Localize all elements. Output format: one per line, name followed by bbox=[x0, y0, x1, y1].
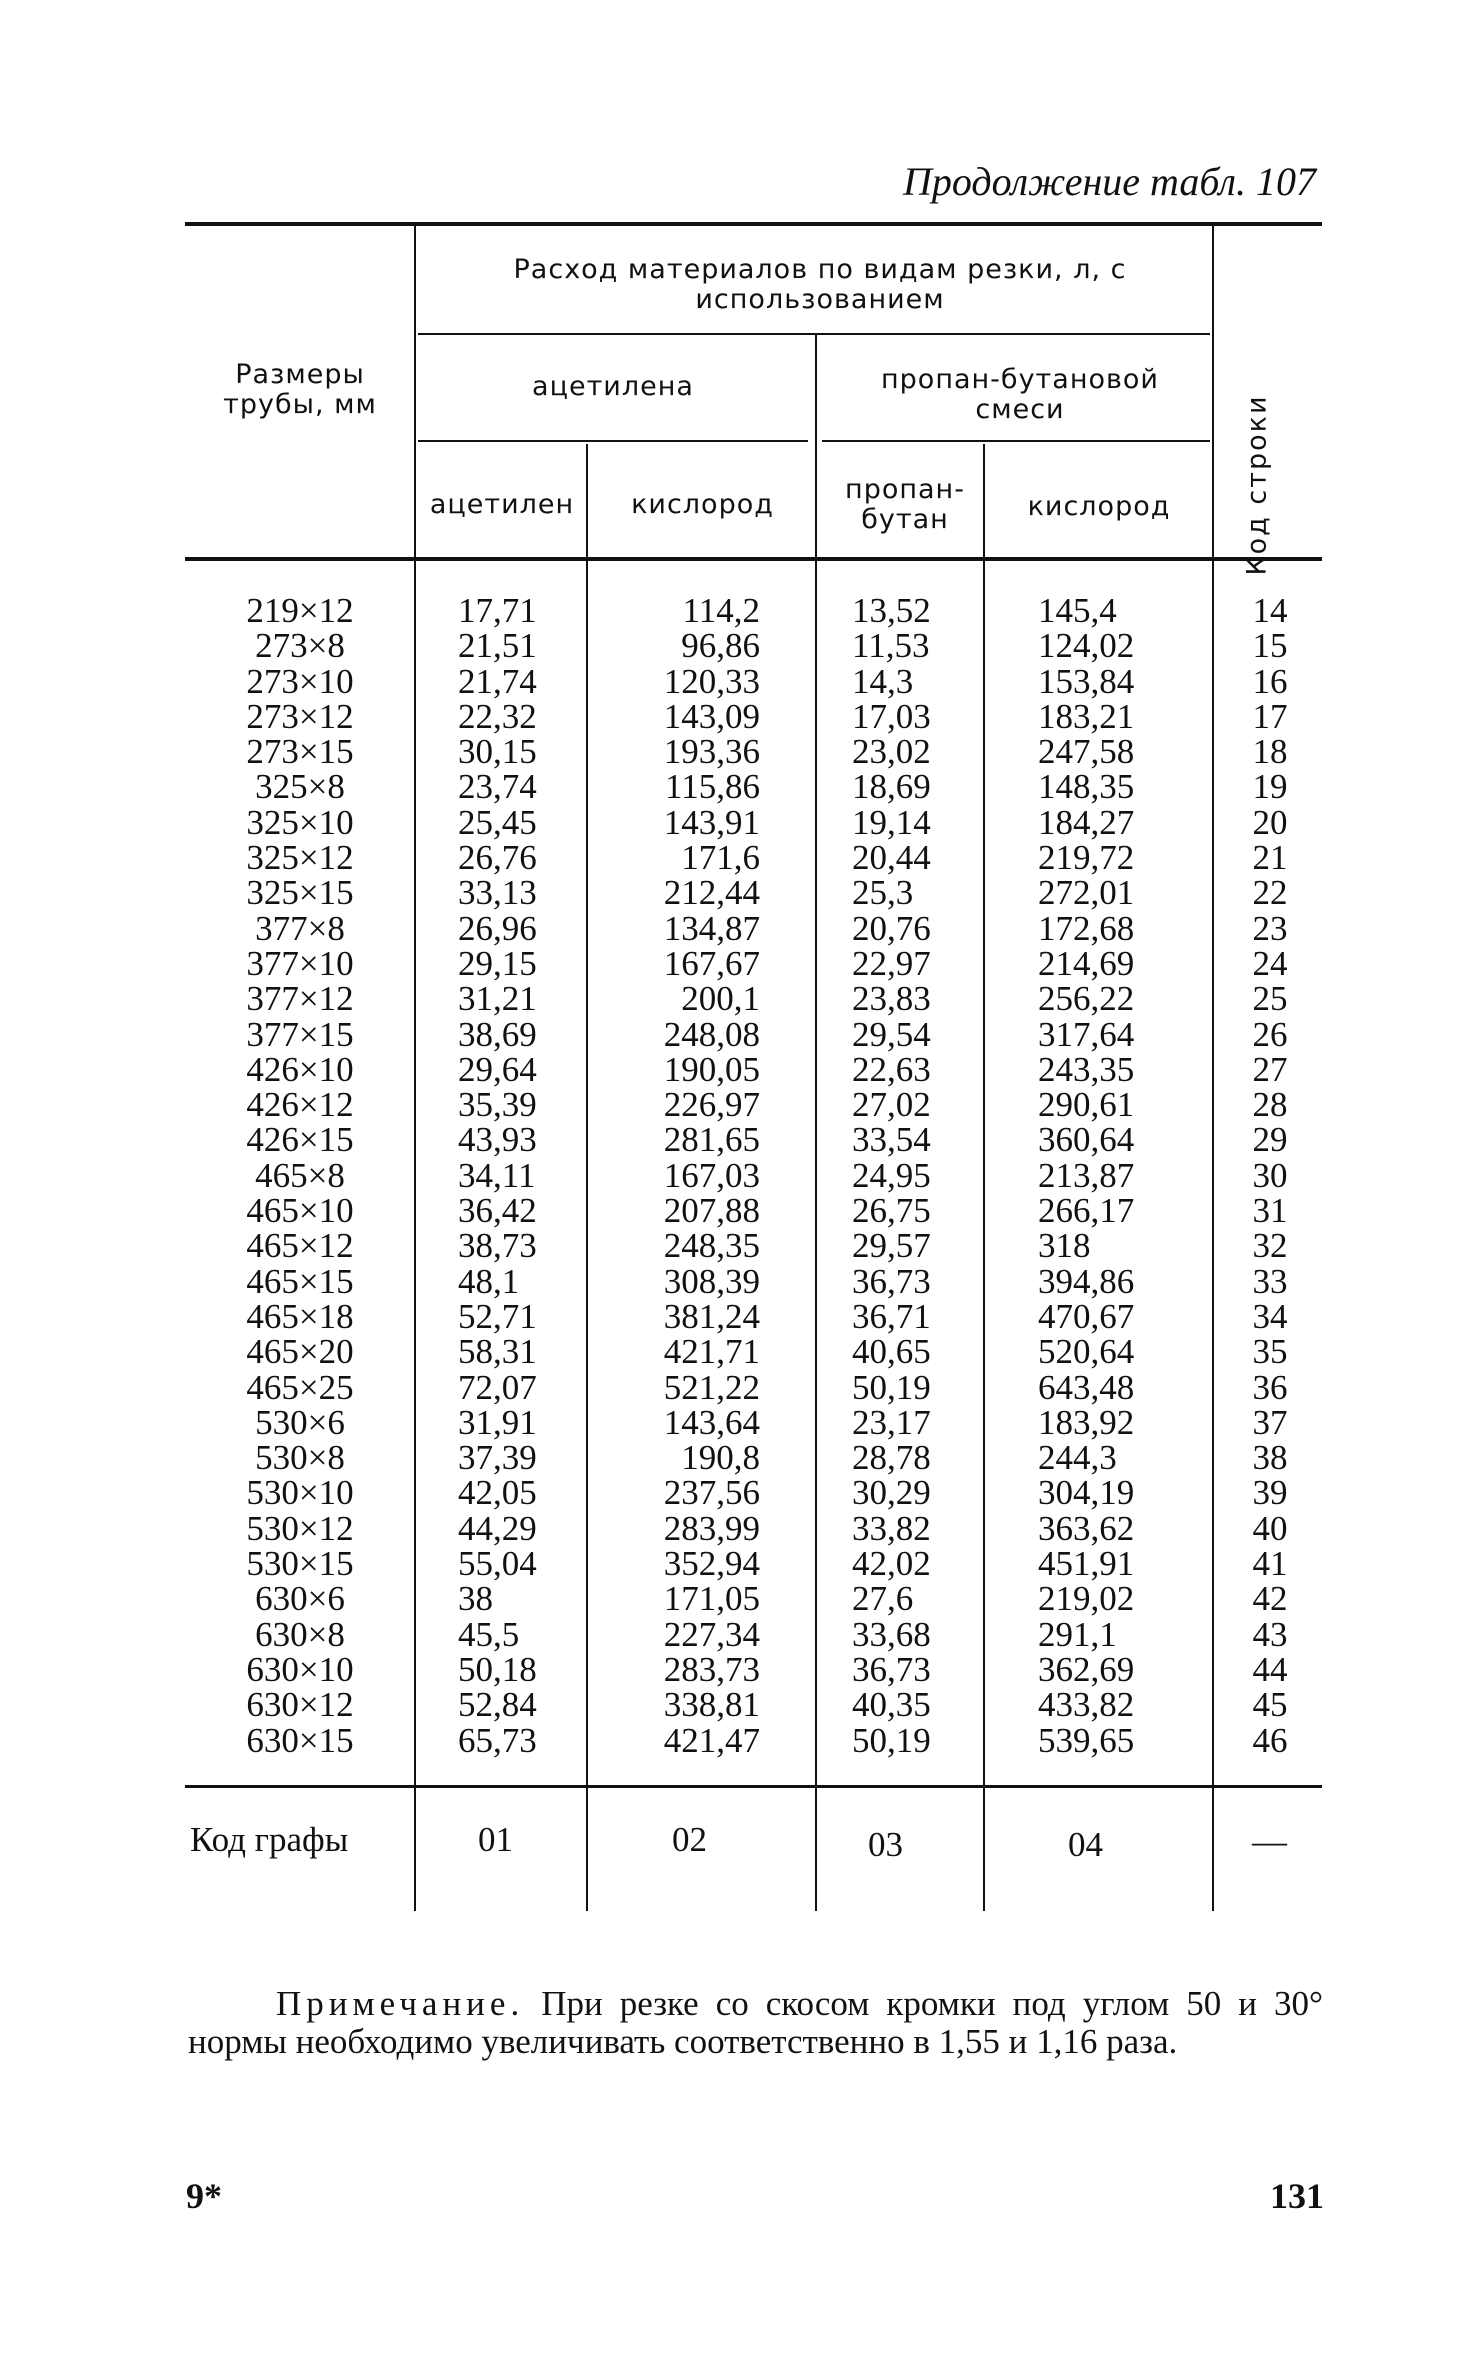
cell-propane-butane: 50,19 bbox=[852, 1367, 931, 1407]
cell-propane-butane: 27,6 bbox=[852, 1579, 914, 1619]
col-divider bbox=[414, 226, 416, 1911]
header-size: Размеры трубы, мм bbox=[223, 359, 377, 420]
cell-size: 426×10 bbox=[246, 1049, 354, 1089]
cell-row-code: 37 bbox=[1252, 1402, 1288, 1442]
cell-acetylene: 38,73 bbox=[458, 1226, 537, 1266]
cell-oxygen-2: 290,61 bbox=[1038, 1085, 1135, 1125]
cell-propane-butane: 36,73 bbox=[852, 1261, 931, 1301]
cell-row-code: 39 bbox=[1252, 1473, 1288, 1513]
cell-propane-butane: 18,69 bbox=[852, 767, 931, 807]
cell-acetylene: 55,04 bbox=[458, 1544, 537, 1584]
cell-oxygen-1: 521,22 bbox=[663, 1367, 760, 1407]
cell-size: 630×8 bbox=[255, 1614, 345, 1654]
cell-oxygen-1: 134,87 bbox=[663, 908, 760, 948]
cell-row-code: 14 bbox=[1252, 591, 1288, 630]
cell-size: 465×18 bbox=[246, 1296, 354, 1336]
column-propane-butane bbox=[852, 593, 1002, 1758]
cell-oxygen-1: 143,91 bbox=[663, 802, 760, 842]
header-row-code: Код строки bbox=[1241, 394, 1273, 576]
column-oxygen-2 bbox=[1038, 593, 1198, 1758]
cell-size: 273×8 bbox=[255, 626, 345, 666]
cell-acetylene: 44,29 bbox=[458, 1508, 537, 1548]
cell-propane-butane: 20,44 bbox=[852, 838, 931, 878]
cell-acetylene: 35,39 bbox=[458, 1085, 537, 1125]
cell-acetylene: 31,91 bbox=[458, 1402, 537, 1442]
column-acetylene bbox=[458, 593, 598, 1758]
cell-size: 377×10 bbox=[246, 943, 354, 983]
cell-oxygen-2: 183,92 bbox=[1038, 1402, 1135, 1442]
cell-oxygen-2: 219,02 bbox=[1038, 1579, 1135, 1619]
cell-size: 273×15 bbox=[246, 732, 354, 772]
cell-row-code: 42 bbox=[1252, 1579, 1288, 1619]
cell-acetylene: 17,71 bbox=[458, 591, 537, 630]
cell-acetylene: 23,74 bbox=[458, 767, 537, 807]
cell-row-code: 28 bbox=[1252, 1085, 1288, 1125]
sub-rule-propane bbox=[822, 440, 1210, 442]
page-number: 131 bbox=[1270, 2176, 1324, 2216]
cell-oxygen-1: 338,81 bbox=[663, 1685, 760, 1725]
cell-row-code: 44 bbox=[1252, 1649, 1288, 1689]
cell-oxygen-1: 381,24 bbox=[663, 1296, 760, 1336]
cell-propane-butane: 29,54 bbox=[852, 1014, 931, 1054]
cell-acetylene: 52,84 bbox=[458, 1685, 537, 1725]
cell-row-code: 40 bbox=[1252, 1508, 1288, 1548]
cell-row-code: 32 bbox=[1252, 1226, 1288, 1266]
cell-oxygen-2: 539,65 bbox=[1038, 1720, 1135, 1760]
cell-oxygen-2: 451,91 bbox=[1038, 1544, 1135, 1584]
cell-propane-butane: 33,68 bbox=[852, 1614, 931, 1654]
cell-acetylene: 38 bbox=[458, 1579, 493, 1619]
cell-acetylene: 30,15 bbox=[458, 732, 537, 772]
cell-size: 377×12 bbox=[246, 979, 354, 1019]
cell-row-code: 36 bbox=[1252, 1367, 1288, 1407]
header-oxygen-2: кислород bbox=[1027, 491, 1171, 522]
cell-oxygen-2: 394,86 bbox=[1038, 1261, 1135, 1301]
header-acetylene-group: ацетилена bbox=[532, 371, 694, 402]
cell-size: 465×25 bbox=[246, 1367, 354, 1407]
cell-propane-butane: 33,54 bbox=[852, 1120, 931, 1160]
cell-oxygen-1: 227,34 bbox=[663, 1614, 760, 1654]
cell-propane-butane: 40,65 bbox=[852, 1332, 931, 1372]
cell-oxygen-1: 421,71 bbox=[663, 1332, 760, 1372]
cell-oxygen-1: 96,86 bbox=[681, 626, 760, 666]
cell-propane-butane: 23,83 bbox=[852, 979, 931, 1019]
cell-row-code: 29 bbox=[1252, 1120, 1288, 1160]
cell-row-code: 31 bbox=[1252, 1191, 1288, 1231]
cell-acetylene: 48,1 bbox=[458, 1261, 520, 1301]
cell-oxygen-2: 266,17 bbox=[1038, 1191, 1135, 1231]
cell-size: 273×12 bbox=[246, 696, 354, 736]
cell-acetylene: 52,71 bbox=[458, 1296, 537, 1336]
cell-size: 630×6 bbox=[255, 1579, 345, 1619]
cell-oxygen-1: 248,08 bbox=[663, 1014, 760, 1054]
cell-row-code: 25 bbox=[1252, 979, 1288, 1019]
cell-oxygen-1: 190,05 bbox=[663, 1049, 760, 1089]
cell-propane-butane: 22,63 bbox=[852, 1049, 931, 1089]
cell-oxygen-1: 114,2 bbox=[682, 591, 760, 630]
cell-oxygen-2: 272,01 bbox=[1038, 873, 1135, 913]
cell-row-code: 16 bbox=[1252, 661, 1288, 701]
cell-oxygen-2: 363,62 bbox=[1038, 1508, 1135, 1548]
cell-row-code: 22 bbox=[1252, 873, 1288, 913]
cell-propane-butane: 25,3 bbox=[852, 873, 914, 913]
cell-propane-butane: 50,19 bbox=[852, 1720, 931, 1760]
cell-acetylene: 36,42 bbox=[458, 1191, 537, 1231]
cell-oxygen-1: 308,39 bbox=[663, 1261, 760, 1301]
footer-code-01: 01 bbox=[478, 1820, 513, 1859]
cell-acetylene: 21,74 bbox=[458, 661, 537, 701]
cell-row-code: 17 bbox=[1252, 696, 1288, 736]
column-sizes bbox=[200, 593, 400, 1758]
cell-row-code: 24 bbox=[1252, 943, 1288, 983]
cell-oxygen-2: 362,69 bbox=[1038, 1649, 1135, 1689]
cell-oxygen-2: 148,35 bbox=[1038, 767, 1135, 807]
cell-row-code: 46 bbox=[1252, 1720, 1288, 1760]
cell-oxygen-2: 256,22 bbox=[1038, 979, 1135, 1019]
cell-size: 530×10 bbox=[246, 1473, 354, 1513]
cell-size: 273×10 bbox=[246, 661, 354, 701]
footer-rule bbox=[185, 1785, 1322, 1788]
cell-row-code: 20 bbox=[1252, 802, 1288, 842]
cell-oxygen-2: 643,48 bbox=[1038, 1367, 1135, 1407]
cell-row-code: 34 bbox=[1252, 1296, 1288, 1336]
note-text: При резке со скосом кромки под углом 50 и 30° нормы необходимо увеличивать соответственно в 1,55 и 1,16 раза. bbox=[188, 1984, 1323, 2061]
cell-size: 465×20 bbox=[246, 1332, 354, 1372]
cell-propane-butane: 26,75 bbox=[852, 1191, 931, 1231]
cell-size: 465×12 bbox=[246, 1226, 354, 1266]
cell-oxygen-1: 283,73 bbox=[663, 1649, 760, 1689]
column-oxygen-1 bbox=[595, 593, 760, 1758]
footer-label: Код графы bbox=[190, 1820, 349, 1859]
cell-acetylene: 25,45 bbox=[458, 802, 537, 842]
cell-oxygen-2: 317,64 bbox=[1038, 1014, 1135, 1054]
cell-oxygen-1: 115,86 bbox=[665, 767, 760, 807]
cell-acetylene: 29,15 bbox=[458, 943, 537, 983]
cell-row-code: 41 bbox=[1252, 1544, 1288, 1584]
cell-oxygen-2: 124,02 bbox=[1038, 626, 1135, 666]
cell-oxygen-1: 143,64 bbox=[663, 1402, 760, 1442]
footer-code-dash: — bbox=[1252, 1822, 1287, 1861]
cell-row-code: 27 bbox=[1252, 1049, 1288, 1089]
table-caption: Продолжение табл. 107 bbox=[902, 159, 1316, 204]
cell-propane-butane: 30,29 bbox=[852, 1473, 931, 1513]
cell-oxygen-1: 248,35 bbox=[663, 1226, 760, 1266]
cell-row-code: 15 bbox=[1252, 626, 1288, 666]
cell-oxygen-2: 318 bbox=[1038, 1226, 1091, 1266]
cell-acetylene: 26,76 bbox=[458, 838, 537, 878]
cell-oxygen-1: 237,56 bbox=[663, 1473, 760, 1513]
cell-propane-butane: 23,02 bbox=[852, 732, 931, 772]
cell-propane-butane: 14,3 bbox=[852, 661, 914, 701]
cell-acetylene: 26,96 bbox=[458, 908, 537, 948]
cell-acetylene: 37,39 bbox=[458, 1438, 537, 1478]
cell-oxygen-2: 214,69 bbox=[1038, 943, 1135, 983]
cell-acetylene: 38,69 bbox=[458, 1014, 537, 1054]
cell-size: 426×15 bbox=[246, 1120, 354, 1160]
cell-row-code: 18 bbox=[1252, 732, 1288, 772]
cell-oxygen-1: 226,97 bbox=[663, 1085, 760, 1125]
cell-acetylene: 45,5 bbox=[458, 1614, 520, 1654]
cell-acetylene: 22,32 bbox=[458, 696, 537, 736]
cell-size: 465×15 bbox=[246, 1261, 354, 1301]
cell-propane-butane: 19,14 bbox=[852, 802, 931, 842]
cell-propane-butane: 11,53 bbox=[852, 626, 930, 666]
cell-oxygen-1: 171,6 bbox=[681, 838, 760, 878]
cell-oxygen-2: 520,64 bbox=[1038, 1332, 1135, 1372]
cell-oxygen-2: 243,35 bbox=[1038, 1049, 1135, 1089]
header-rule bbox=[185, 557, 1322, 561]
cell-acetylene: 72,07 bbox=[458, 1367, 537, 1407]
cell-acetylene: 65,73 bbox=[458, 1720, 537, 1760]
header-propane-group: пропан-бутановой смеси bbox=[881, 364, 1159, 425]
cell-oxygen-2: 360,64 bbox=[1038, 1120, 1135, 1160]
cell-oxygen-2: 244,3 bbox=[1038, 1438, 1117, 1478]
cell-size: 630×12 bbox=[246, 1685, 354, 1725]
cell-oxygen-2: 247,58 bbox=[1038, 732, 1135, 772]
cell-propane-butane: 40,35 bbox=[852, 1685, 931, 1725]
cell-oxygen-1: 167,67 bbox=[663, 943, 760, 983]
cell-oxygen-1: 193,36 bbox=[663, 732, 760, 772]
cell-acetylene: 42,05 bbox=[458, 1473, 537, 1513]
cell-oxygen-2: 291,1 bbox=[1038, 1614, 1117, 1654]
cell-propane-butane: 33,82 bbox=[852, 1508, 931, 1548]
cell-acetylene: 50,18 bbox=[458, 1649, 537, 1689]
cell-size: 377×8 bbox=[255, 908, 345, 948]
cell-row-code: 23 bbox=[1252, 908, 1288, 948]
header-propane-butane: пропан-бутан bbox=[845, 474, 965, 535]
table-note bbox=[188, 1985, 1323, 2061]
cell-size: 377×15 bbox=[246, 1014, 354, 1054]
cell-propane-butane: 20,76 bbox=[852, 908, 931, 948]
cell-oxygen-1: 281,65 bbox=[663, 1120, 760, 1160]
cell-size: 530×8 bbox=[255, 1438, 345, 1478]
cell-oxygen-2: 172,68 bbox=[1038, 908, 1135, 948]
cell-acetylene: 33,13 bbox=[458, 873, 537, 913]
cell-acetylene: 58,31 bbox=[458, 1332, 537, 1372]
cell-propane-butane: 13,52 bbox=[852, 591, 931, 630]
footer-code-02: 02 bbox=[672, 1820, 707, 1859]
note-title: Примечание. bbox=[276, 1984, 525, 2023]
cell-propane-butane: 23,17 bbox=[852, 1402, 931, 1442]
header-oxygen-1: кислород bbox=[631, 489, 774, 520]
cell-size: 325×8 bbox=[255, 767, 345, 807]
cell-propane-butane: 27,02 bbox=[852, 1085, 931, 1125]
cell-acetylene: 43,93 bbox=[458, 1120, 537, 1160]
cell-row-code: 38 bbox=[1252, 1438, 1288, 1478]
cell-propane-butane: 17,03 bbox=[852, 696, 931, 736]
cell-row-code: 43 bbox=[1252, 1614, 1288, 1654]
cell-row-code: 30 bbox=[1252, 1155, 1288, 1195]
cell-oxygen-2: 304,19 bbox=[1038, 1473, 1135, 1513]
cell-oxygen-1: 421,47 bbox=[663, 1720, 760, 1760]
cell-size: 530×6 bbox=[255, 1402, 345, 1442]
signature-mark: 9* bbox=[186, 2176, 222, 2216]
cell-row-code: 35 bbox=[1252, 1332, 1288, 1372]
cell-oxygen-2: 433,82 bbox=[1038, 1685, 1135, 1725]
cell-oxygen-1: 212,44 bbox=[663, 873, 760, 913]
cell-size: 530×12 bbox=[246, 1508, 354, 1548]
cell-row-code: 21 bbox=[1252, 838, 1288, 878]
cell-oxygen-1: 167,03 bbox=[663, 1155, 760, 1195]
cell-size: 530×15 bbox=[246, 1544, 354, 1584]
cell-propane-butane: 28,78 bbox=[852, 1438, 931, 1478]
footer-code-03: 03 bbox=[868, 1825, 903, 1864]
cell-propane-butane: 36,71 bbox=[852, 1296, 931, 1336]
cell-acetylene: 21,51 bbox=[458, 626, 537, 666]
cell-oxygen-2: 219,72 bbox=[1038, 838, 1135, 878]
cell-oxygen-1: 120,33 bbox=[663, 661, 760, 701]
cell-oxygen-1: 352,94 bbox=[663, 1544, 760, 1584]
cell-size: 219×12 bbox=[246, 591, 354, 630]
col-divider bbox=[815, 335, 817, 1911]
cell-oxygen-1: 200,1 bbox=[681, 979, 760, 1019]
cell-acetylene: 34,11 bbox=[458, 1155, 536, 1195]
cell-propane-butane: 42,02 bbox=[852, 1544, 931, 1584]
cell-oxygen-1: 283,99 bbox=[663, 1508, 760, 1548]
cell-oxygen-2: 213,87 bbox=[1038, 1155, 1135, 1195]
column-row-codes bbox=[1240, 593, 1300, 1758]
cell-size: 630×10 bbox=[246, 1649, 354, 1689]
group-rule bbox=[418, 333, 1210, 335]
cell-oxygen-1: 171,05 bbox=[663, 1579, 760, 1619]
top-rule bbox=[185, 222, 1322, 226]
cell-size: 426×12 bbox=[246, 1085, 354, 1125]
cell-acetylene: 31,21 bbox=[458, 979, 537, 1019]
cell-size: 325×12 bbox=[246, 838, 354, 878]
cell-propane-butane: 29,57 bbox=[852, 1226, 931, 1266]
cell-row-code: 33 bbox=[1252, 1261, 1288, 1301]
cell-propane-butane: 36,73 bbox=[852, 1649, 931, 1689]
cell-oxygen-2: 183,21 bbox=[1038, 696, 1135, 736]
cell-oxygen-2: 470,67 bbox=[1038, 1296, 1135, 1336]
cell-oxygen-2: 153,84 bbox=[1038, 661, 1135, 701]
cell-row-code: 45 bbox=[1252, 1685, 1288, 1725]
footer-code-04: 04 bbox=[1068, 1825, 1103, 1864]
cell-size: 325×15 bbox=[246, 873, 354, 913]
cell-row-code: 26 bbox=[1252, 1014, 1288, 1054]
cell-size: 465×10 bbox=[246, 1191, 354, 1231]
cell-acetylene: 29,64 bbox=[458, 1049, 537, 1089]
cell-size: 630×15 bbox=[246, 1720, 354, 1760]
cell-propane-butane: 22,97 bbox=[852, 943, 931, 983]
sub-rule-acetylene bbox=[418, 440, 808, 442]
col-divider bbox=[1212, 226, 1214, 1911]
cell-oxygen-1: 190,8 bbox=[681, 1438, 760, 1478]
cell-size: 325×10 bbox=[246, 802, 354, 842]
cell-row-code: 19 bbox=[1252, 767, 1288, 807]
cell-oxygen-2: 184,27 bbox=[1038, 802, 1135, 842]
cell-propane-butane: 24,95 bbox=[852, 1155, 931, 1195]
header-acetylene: ацетилен bbox=[429, 489, 575, 520]
cell-oxygen-2: 145,4 bbox=[1038, 591, 1117, 630]
cell-size: 465×8 bbox=[255, 1155, 345, 1195]
header-consumption: Расход материалов по видам резки, л, с использованием bbox=[513, 254, 1127, 315]
cell-oxygen-1: 207,88 bbox=[663, 1191, 760, 1231]
cell-oxygen-1: 143,09 bbox=[663, 696, 760, 736]
